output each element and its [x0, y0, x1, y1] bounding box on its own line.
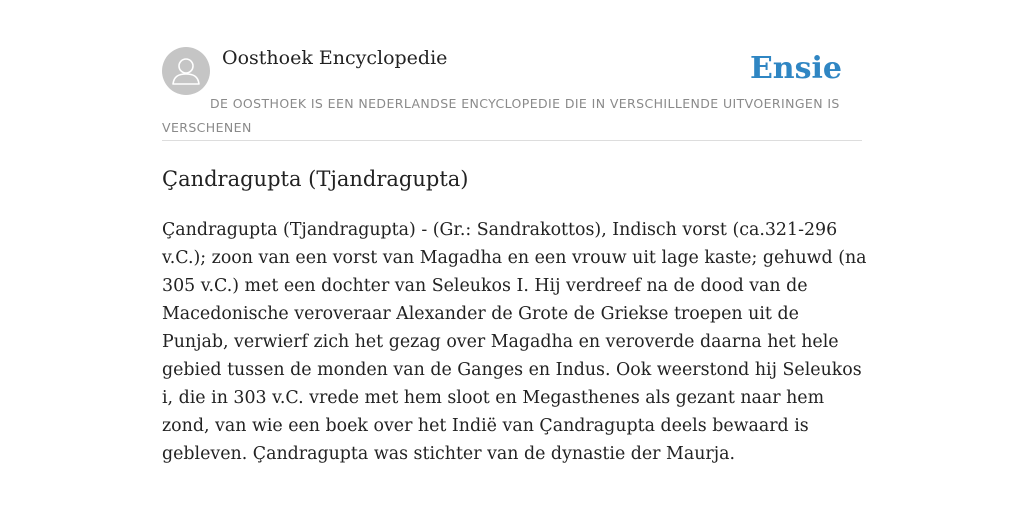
source-avatar[interactable] [162, 47, 210, 95]
source-tagline: DE OOSTHOEK IS EEN NEDERLANDSE ENCYCLOPEDIE DIE IN VERSCHILLENDE UITVOERINGEN IS VERSCHENEN [162, 96, 840, 135]
source-header [162, 46, 862, 141]
source-name-link[interactable]: Oosthoek Encyclopedie [222, 47, 448, 69]
article-title: Çandragupta (Tjandragupta) [162, 167, 469, 191]
user-icon [162, 47, 210, 95]
brand-logo[interactable]: Ensie [749, 51, 842, 86]
article-body: Çandragupta (Tjandragupta) - (Gr.: Sandrakottos), Indisch vorst (ca.321-296 v.C.); zoon van een vorst van Magadha en een vrouw uit lage kaste; gehuwd (na 305 v.C.) met een dochter van Seleukos I. Hij verdreef na de dood van de Macedonische veroveraar Alexander de Grote de Griekse troepen uit de Punjab, verwierf zich het gezag over Magadha en veroverde daarna het hele gebied tussen de monden van de Ganges en Indus. Ook weerstond hij Seleukos i, die in 303 v.C. vrede met hem sloot en Megasthenes als gezant naar hem zond, van wie een boek over het Indië van Çandragupta deels bewaard is gebleven. Çandragupta was stichter van de dynastie der Maurja. [162, 220, 867, 464]
